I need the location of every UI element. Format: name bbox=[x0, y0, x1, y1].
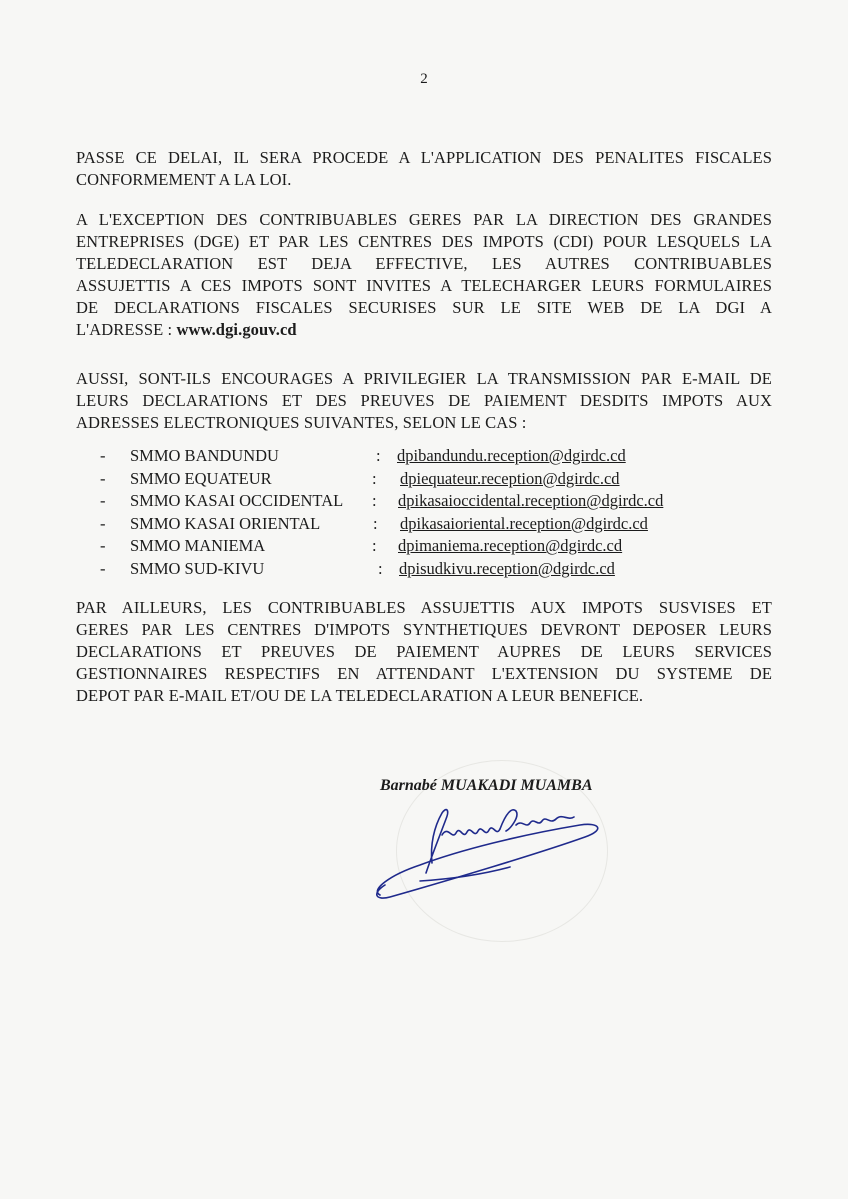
text-line: ENTREPRISES (DGE) ET PAR LES CENTRES DES IMPOTS (CDI) POUR LESQUELS LA bbox=[76, 232, 772, 251]
text-line: DEPOT PAR E-MAIL ET/OU DE LA TELEDECLARATION A LEUR BENEFICE. bbox=[76, 686, 644, 705]
office-name: SMMO BANDUNDU bbox=[130, 446, 279, 465]
separator: : bbox=[372, 536, 377, 556]
office-name: SMMO KASAI OCCIDENTAL bbox=[130, 491, 344, 511]
separator: : bbox=[373, 513, 378, 533]
contact-list bbox=[100, 446, 720, 582]
list-item bbox=[100, 514, 720, 537]
text-line: PASSE CE DELAI, IL SERA PROCEDE A L'APPLICATION DES PENALITES FISCALES bbox=[76, 148, 772, 167]
text-line: TELEDECLARATION EST DEJA EFFECTIVE, LES AUTRES CONTRIBUABLES bbox=[76, 254, 772, 273]
bullet-dash: - bbox=[100, 468, 106, 488]
text-line: A L'EXCEPTION DES CONTRIBUABLES GERES PAR LA DIRECTION DES GRANDES bbox=[76, 210, 772, 229]
list-item bbox=[100, 536, 720, 559]
bullet-dash: - bbox=[100, 513, 106, 533]
paragraph-exception bbox=[76, 209, 772, 341]
text-line-address bbox=[76, 319, 772, 341]
paragraph-email-transmission bbox=[76, 368, 772, 434]
email-link[interactable]: dpikasaioriental.reception@dgirdc.cd bbox=[400, 513, 648, 533]
separator: : bbox=[372, 491, 377, 511]
separator: : bbox=[372, 468, 377, 488]
text-line: AUSSI, SONT-ILS ENCOURAGES A PRIVILEGIER LA TRANSMISSION PAR E-MAIL DE bbox=[76, 369, 772, 388]
separator: : bbox=[378, 558, 383, 578]
text-line: GERES PAR LES CENTRES D'IMPOTS SYNTHETIQUES DEVRONT DEPOSER LEURS bbox=[76, 620, 772, 639]
text-line: ADRESSES ELECTRONIQUES SUIVANTES, SELON LE CAS : bbox=[76, 413, 527, 432]
address-prefix: L'ADRESSE : bbox=[76, 320, 177, 339]
signature-image bbox=[360, 795, 610, 915]
text-line: GESTIONNAIRES RESPECTIFS EN ATTENDANT L'EXTENSION DU SYSTEME DE bbox=[76, 664, 772, 683]
office-name: SMMO MANIEMA bbox=[130, 536, 266, 556]
text-line: DE DECLARATIONS FISCALES SECURISES SUR LE SITE WEB DE LA DGI A bbox=[76, 298, 772, 317]
text-line: CONFORMEMENT A LA LOI. bbox=[76, 170, 292, 189]
page-number: 2 bbox=[420, 71, 428, 87]
office-name: SMMO SUD-KIVU bbox=[130, 558, 265, 578]
email-link[interactable]: dpisudkivu.reception@dgirdc.cd bbox=[399, 558, 615, 578]
bullet-dash: - bbox=[100, 446, 106, 465]
list-item bbox=[100, 446, 720, 469]
signer-name: Barnabé MUAKADI MUAMBA bbox=[380, 777, 593, 794]
list-item bbox=[100, 469, 720, 492]
email-link[interactable]: dpibandundu.reception@dgirdc.cd bbox=[397, 446, 626, 465]
dgi-website-link[interactable]: www.dgi.gouv.cd bbox=[176, 320, 297, 339]
paragraph-penalties bbox=[76, 147, 772, 191]
email-link[interactable]: dpimaniema.reception@dgirdc.cd bbox=[398, 536, 623, 556]
list-item bbox=[100, 491, 720, 514]
office-name: SMMO EQUATEUR bbox=[130, 468, 272, 488]
separator: : bbox=[376, 446, 381, 465]
text-line: LEURS DECLARATIONS ET DES PREUVES DE PAIEMENT DESDITS IMPOTS AUX bbox=[76, 391, 772, 410]
email-link[interactable]: dpikasaioccidental.reception@dgirdc.cd bbox=[398, 491, 664, 511]
bullet-dash: - bbox=[100, 491, 106, 511]
email-link[interactable]: dpiequateur.reception@dgirdc.cd bbox=[400, 468, 620, 488]
office-name: SMMO KASAI ORIENTAL bbox=[130, 513, 321, 533]
text-line: ASSUJETTIS A CES IMPOTS SONT INVITES A TELECHARGER LEURS FORMULAIRES bbox=[76, 276, 772, 295]
text-line: PAR AILLEURS, LES CONTRIBUABLES ASSUJETTIS AUX IMPOTS SUSVISES ET bbox=[76, 598, 772, 617]
paragraph-synthetic-centres bbox=[76, 597, 772, 707]
bullet-dash: - bbox=[100, 558, 106, 578]
bullet-dash: - bbox=[100, 536, 106, 556]
text-line: DECLARATIONS ET PREUVES DE PAIEMENT AUPRES DE LEURS SERVICES bbox=[76, 642, 772, 661]
list-item bbox=[100, 559, 720, 582]
